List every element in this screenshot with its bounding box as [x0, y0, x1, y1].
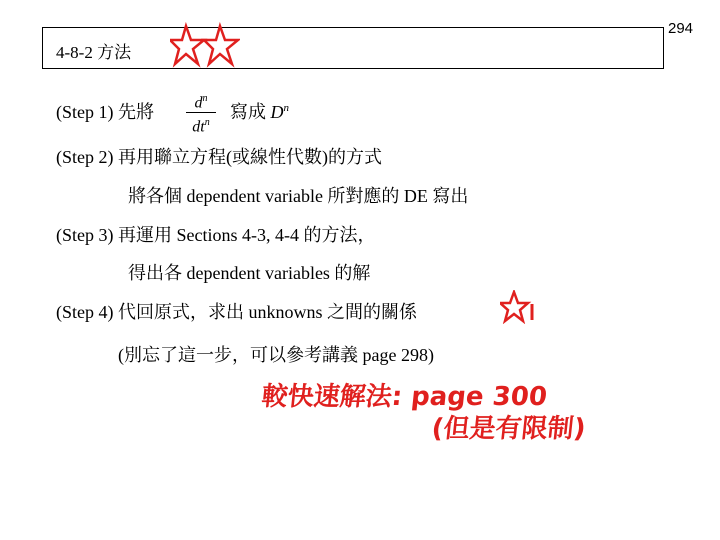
step4-note: (別忘了這一步，可以參考講義 page 298): [118, 345, 434, 365]
step3-label: (Step 3): [56, 225, 114, 245]
title-box: [42, 27, 664, 69]
step3-line: [56, 221, 375, 247]
step1-line-cont: [230, 98, 289, 124]
step2-continuation: 將各個 dependent variable 所對應的 DE 寫出: [128, 186, 469, 206]
step2-label: (Step 2): [56, 147, 114, 167]
step1-line: [56, 98, 154, 124]
frac-denominator: dt: [192, 118, 205, 136]
star-annotations-icon: [170, 22, 240, 72]
frac-numerator: d: [194, 94, 203, 112]
step3-text: 再運用 Sections 4-3, 4-4 的方法，: [118, 225, 376, 245]
step4-text: 代回原式，求出 unknowns 之間的關係: [118, 302, 418, 322]
step4-label: (Step 4): [56, 302, 114, 322]
step2-text: 再用聯立方程(或線性代數)的方式: [118, 147, 382, 167]
step1-text-after: 寫成: [230, 102, 266, 122]
handwritten-annotation-line2: (但是有限制): [430, 414, 588, 444]
star-mark-icon: [500, 290, 536, 324]
operator-D: D: [270, 102, 284, 122]
operator-D-exp: n: [283, 102, 289, 114]
page-number: 294: [668, 20, 694, 37]
handwritten-annotation-line1: 較快速解法: page 300: [260, 382, 549, 412]
frac-num-exp: n: [202, 93, 208, 104]
step4-line: [56, 298, 417, 324]
section-title: 4-8-2 方法: [56, 43, 132, 62]
step1-text-before: 先將: [118, 102, 154, 122]
step1-label: (Step 1): [56, 102, 114, 122]
frac-den-exp: n: [204, 117, 210, 129]
derivative-fraction: [186, 90, 216, 138]
step3-continuation: 得出各 dependent variables 的解: [128, 263, 371, 283]
step2-line: [56, 143, 382, 169]
